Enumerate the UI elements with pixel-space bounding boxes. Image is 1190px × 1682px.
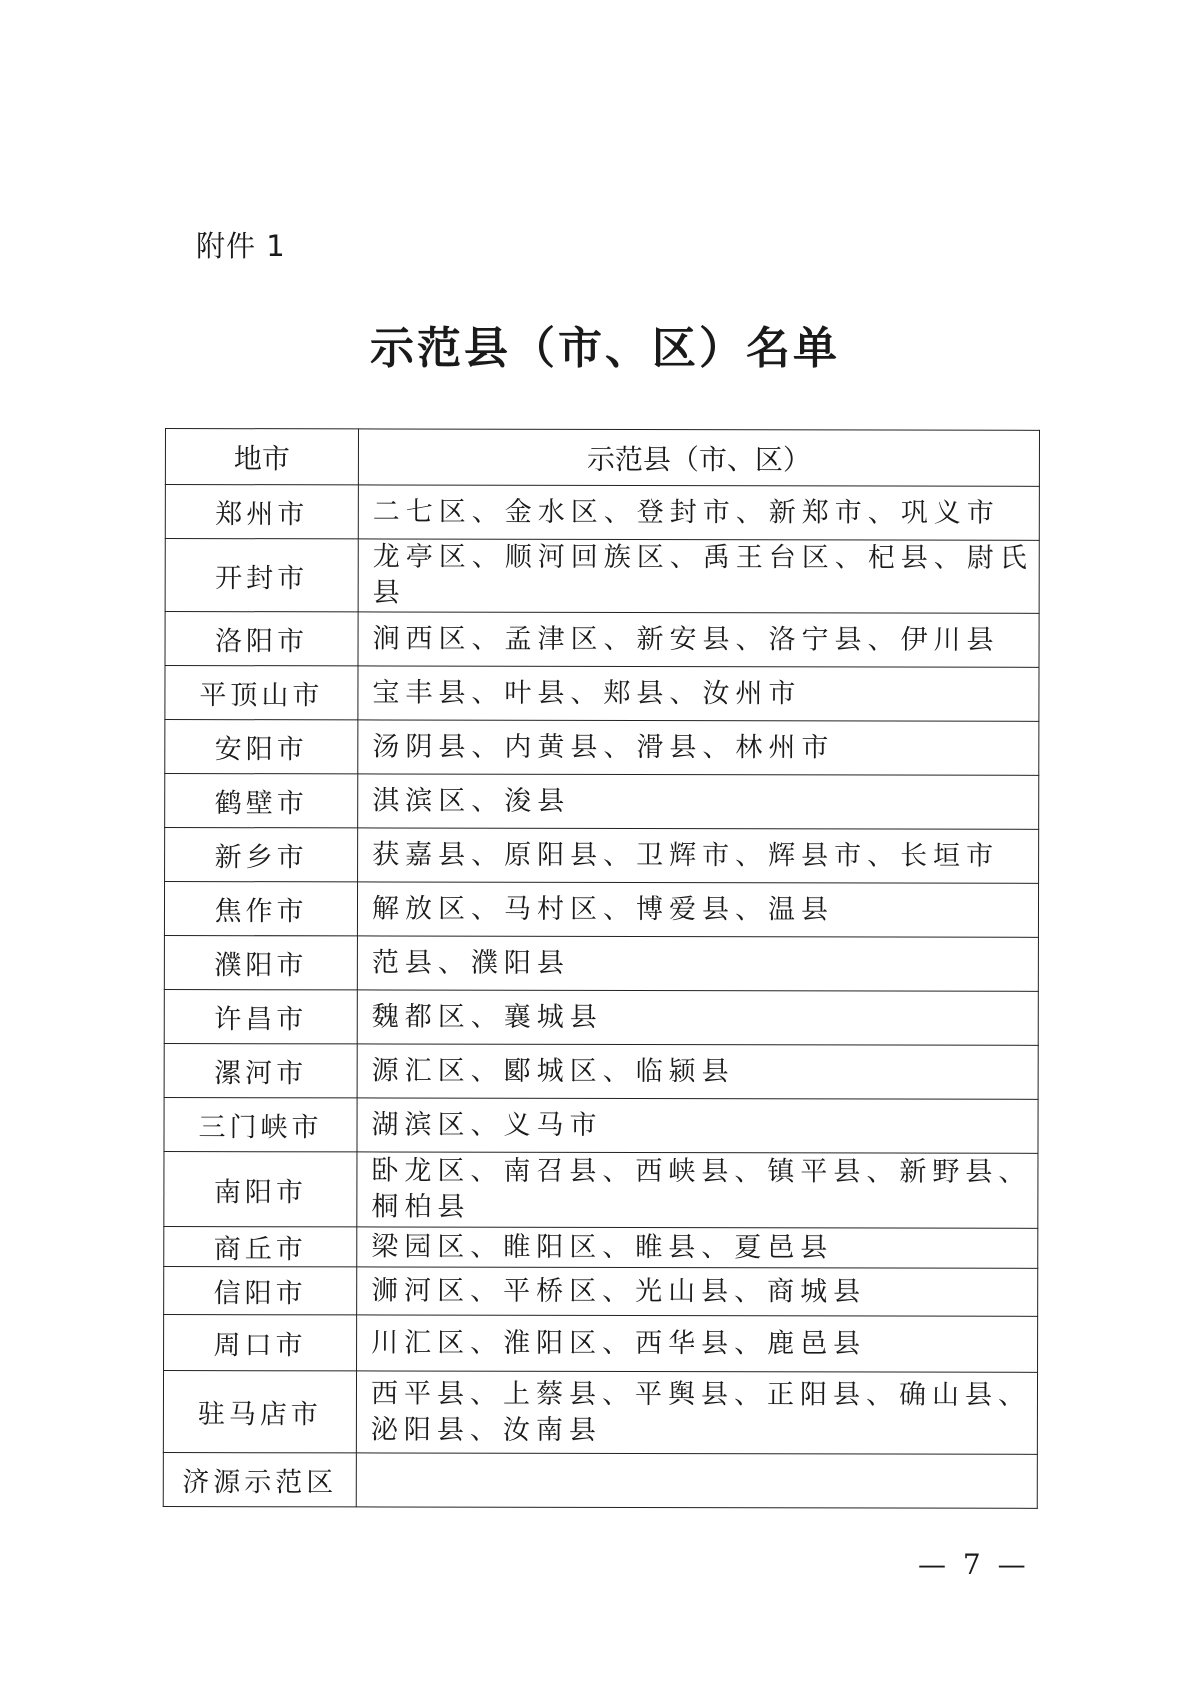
counties-cell: 解放区、马村区、博爱县、温县 <box>357 882 1038 937</box>
city-cell: 三门峡市 <box>164 1097 357 1151</box>
city-cell: 商丘市 <box>164 1226 357 1266</box>
city-cell: 安阳市 <box>165 720 358 774</box>
counties-cell: 淇滨区、浚县 <box>358 774 1039 829</box>
table-row <box>165 828 1039 884</box>
city-cell: 信阳市 <box>164 1266 357 1314</box>
table-header-row <box>165 429 1039 487</box>
city-cell: 鹤壁市 <box>165 774 358 828</box>
city-cell: 驻马店市 <box>163 1370 356 1452</box>
counties-cell: 源汇区、郾城区、临颍县 <box>357 1044 1038 1099</box>
counties-cell: 范县、濮阳县 <box>357 936 1038 991</box>
counties-cell: 浉河区、平桥区、光山县、商城县 <box>357 1267 1038 1316</box>
table-row <box>164 882 1038 938</box>
table-row <box>163 1370 1037 1454</box>
table-row <box>164 935 1038 991</box>
city-cell: 周口市 <box>164 1314 357 1370</box>
city-cell: 焦作市 <box>164 882 357 936</box>
table-row <box>164 989 1038 1045</box>
city-cell: 济源示范区 <box>163 1452 356 1506</box>
city-cell: 新乡市 <box>165 828 358 882</box>
counties-cell: 宝丰县、叶县、郏县、汝州市 <box>358 666 1039 721</box>
counties-cell: 获嘉县、原阳县、卫辉市、辉县市、长垣市 <box>358 828 1039 883</box>
table-row <box>163 1452 1037 1508</box>
city-cell: 洛阳市 <box>165 612 358 666</box>
table-row <box>165 485 1039 541</box>
column-header-city: 地市 <box>165 429 358 485</box>
table-row <box>165 720 1039 776</box>
table-row <box>164 1151 1038 1228</box>
table-row <box>164 1314 1038 1372</box>
counties-cell: 梁园区、睢阳区、睢县、夏邑县 <box>357 1227 1038 1268</box>
counties-cell: 涧西区、孟津区、新安县、洛宁县、伊川县 <box>358 612 1039 667</box>
city-cell: 漯河市 <box>164 1043 357 1097</box>
counties-cell: 湖滨区、义马市 <box>357 1098 1038 1153</box>
table-row <box>165 774 1039 830</box>
page-title: 示范县（市、区）名单 <box>370 323 840 374</box>
page-number: — 7 — <box>918 1548 1030 1581</box>
table-row <box>164 1097 1038 1153</box>
city-cell: 郑州市 <box>165 485 358 539</box>
counties-cell: 西平县、上蔡县、平舆县、正阳县、确山县、泌阳县、汝南县 <box>356 1371 1037 1454</box>
counties-cell: 龙亭区、顺河回族区、禹王台区、杞县、尉氏县 <box>358 539 1039 613</box>
county-list-table <box>163 428 1040 1509</box>
table-row <box>164 1266 1038 1316</box>
counties-cell: 二七区、金水区、登封市、新郑市、巩义市 <box>358 485 1039 540</box>
column-header-counties: 示范县（市、区） <box>358 429 1039 486</box>
counties-cell: 川汇区、淮阳区、西华县、鹿邑县 <box>357 1315 1038 1372</box>
attachment-label: 附件 1 <box>196 229 286 263</box>
city-cell: 濮阳市 <box>164 935 357 989</box>
city-cell: 平顶山市 <box>165 666 358 720</box>
counties-cell: 魏都区、襄城县 <box>357 990 1038 1045</box>
table-row <box>165 666 1039 722</box>
table-row <box>164 1043 1038 1099</box>
table-row <box>164 1226 1038 1268</box>
city-cell: 开封市 <box>165 539 358 612</box>
city-cell: 南阳市 <box>164 1151 357 1226</box>
table-row <box>165 612 1039 668</box>
counties-cell <box>356 1453 1037 1508</box>
counties-cell: 卧龙区、南召县、西峡县、镇平县、新野县、桐柏县 <box>357 1152 1038 1228</box>
counties-cell: 汤阴县、内黄县、滑县、林州市 <box>358 720 1039 775</box>
city-cell: 许昌市 <box>164 989 357 1043</box>
table-row <box>165 539 1039 614</box>
